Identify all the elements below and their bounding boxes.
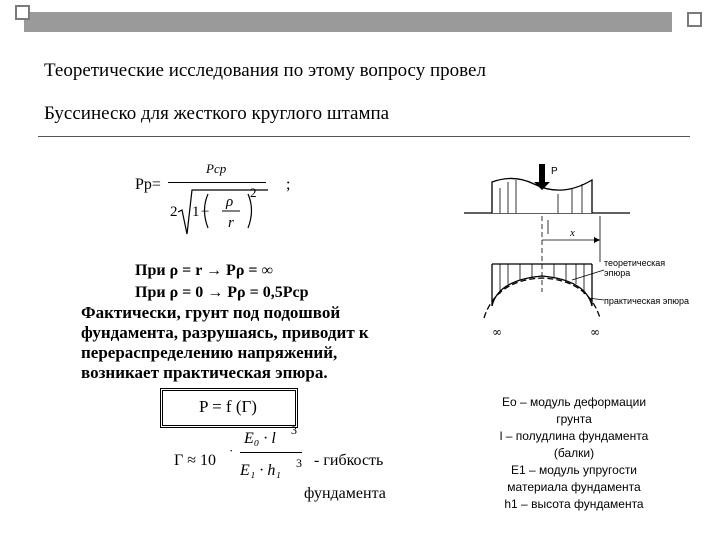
formula-exponent: 2	[250, 185, 257, 200]
legend-line: E1 – модуль упругости	[510, 463, 638, 477]
dimension-x: x	[570, 227, 575, 239]
corner-square-left	[15, 5, 30, 20]
flex-gamma: Г ≈ 10	[174, 452, 217, 469]
formula-one: 1	[192, 204, 200, 220]
flex-label2: фундамента	[304, 485, 386, 502]
formula-lhs: Pp=	[135, 176, 161, 193]
paragraph-line: возникает практическая эпюра.	[81, 363, 328, 382]
legend-line: (балки)	[553, 446, 595, 460]
practical-epure-label: практическая эпюра	[604, 296, 690, 306]
title-divider	[38, 136, 690, 137]
flex-dot: ·	[229, 443, 234, 458]
flex-numerator: E₀ · l	[244, 430, 276, 447]
paragraph-line: перераспределению напряжений,	[81, 343, 338, 362]
slide-title-line1: Теоретические исследования по этому вопросу провел	[44, 60, 486, 81]
boxed-formula-frame	[160, 388, 298, 428]
flex-denominator-exp: 3	[296, 456, 302, 470]
load-label: P	[551, 166, 558, 177]
legend-line: материала фундамента	[507, 480, 641, 494]
flex-numerator-exp: 3	[291, 423, 297, 437]
flex-denominator: E₁ · h₁	[240, 462, 281, 479]
infinity-left: ∞	[492, 325, 502, 339]
slide-header-bar	[24, 12, 672, 32]
condition-line2: При ρ = 0 → Pρ = 0,5Pср	[135, 284, 309, 301]
legend-line: h1 – высота фундамента	[504, 497, 644, 511]
corner-square-right	[687, 12, 702, 27]
formula-numerator: Pср	[206, 161, 227, 176]
legend-line: грунта	[556, 412, 592, 426]
flex-label: - гибкость	[314, 452, 384, 469]
condition-line1: При ρ = r → Pρ = ∞	[135, 262, 273, 279]
paragraph-line: фундамента, разрушаясь, приводит к	[81, 323, 369, 342]
formula-rho: ρ	[226, 194, 234, 210]
formula-r: r	[228, 215, 234, 231]
punch-top	[464, 164, 630, 213]
explanation-paragraph	[81, 303, 369, 383]
paragraph-line: Фактически, грунт под подошвой	[81, 303, 341, 322]
infinity-right: ∞	[590, 325, 600, 339]
stress-diagram	[462, 158, 694, 344]
theory-epure-label: теоретическая эпюра	[604, 258, 666, 278]
formula-minus: −	[201, 204, 210, 220]
boxed-formula: P = f (Г)	[199, 397, 257, 416]
formula-two: 2	[170, 204, 178, 220]
legend-line: Eo – модуль деформации	[501, 395, 647, 409]
slide-title-line2: Буссинеско для жесткого круглого штампа	[44, 103, 390, 124]
legend-line: l – полудлина фундамента	[499, 429, 649, 443]
formula-semicolon: ;	[286, 176, 291, 193]
formula-fraction-bar	[168, 182, 266, 183]
flex-fraction-bar	[240, 452, 302, 453]
symbol-legend	[468, 394, 680, 513]
